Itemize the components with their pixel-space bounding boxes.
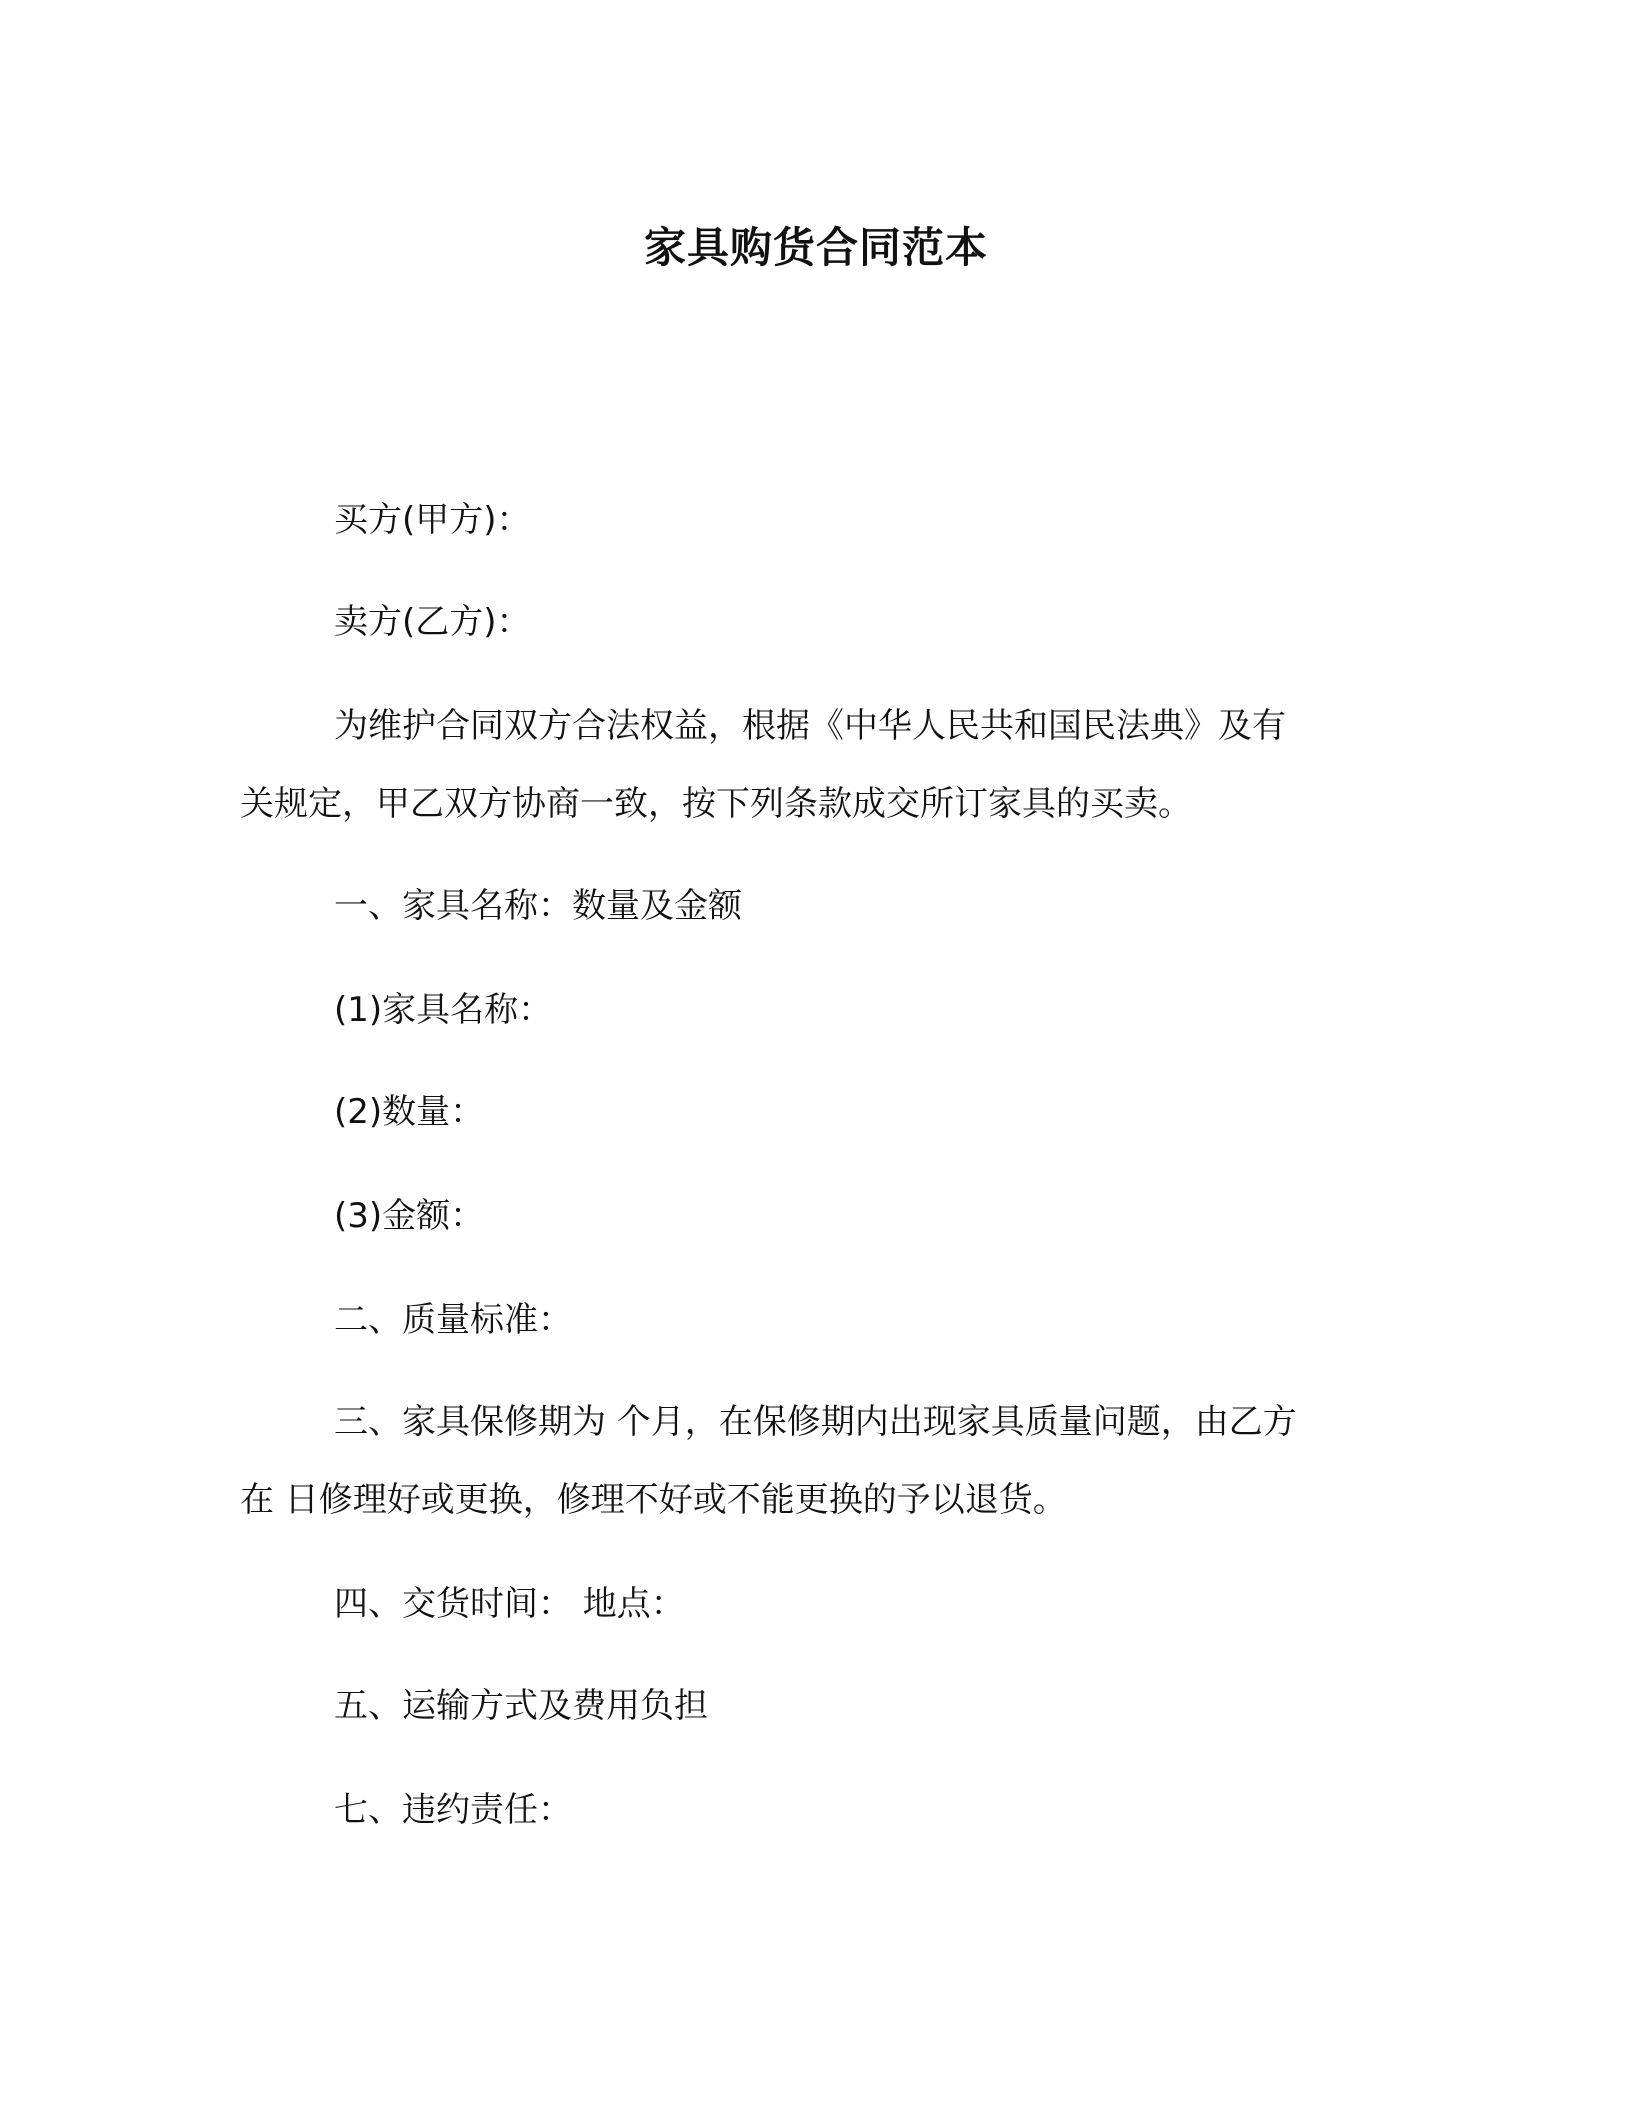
item-amount: (3)金额： <box>334 1196 485 1236</box>
intro-line-2: 关规定，甲乙双方协商一致，按下列条款成交所订家具的买卖。 <box>240 784 1192 824</box>
item-furniture-name: (1)家具名称： <box>334 990 553 1030</box>
section-3-line-1: 三、家具保修期为 个月，在保修期内出现家具质量问题，由乙方 <box>334 1402 1297 1442</box>
document-title: 家具购货合同范本 <box>643 223 988 272</box>
seller-line: 卖方(乙方)： <box>334 602 531 642</box>
buyer-line: 买方(甲方)： <box>334 500 531 540</box>
section-2-heading: 二、质量标准： <box>334 1300 572 1340</box>
section-4-heading: 四、交货时间： 地点： <box>334 1584 685 1624</box>
item-quantity: (2)数量： <box>334 1092 485 1132</box>
section-3-line-2: 在 日修理好或更换，修理不好或不能更换的予以退货。 <box>240 1480 1067 1520</box>
section-7-heading: 七、违约责任： <box>334 1790 572 1830</box>
section-5-heading: 五、运输方式及费用负担 <box>334 1686 708 1726</box>
intro-line-1: 为维护合同双方合法权益，根据《中华人民共和国民法典》及有 <box>334 706 1286 746</box>
section-1-heading: 一、家具名称：数量及金额 <box>334 886 742 926</box>
